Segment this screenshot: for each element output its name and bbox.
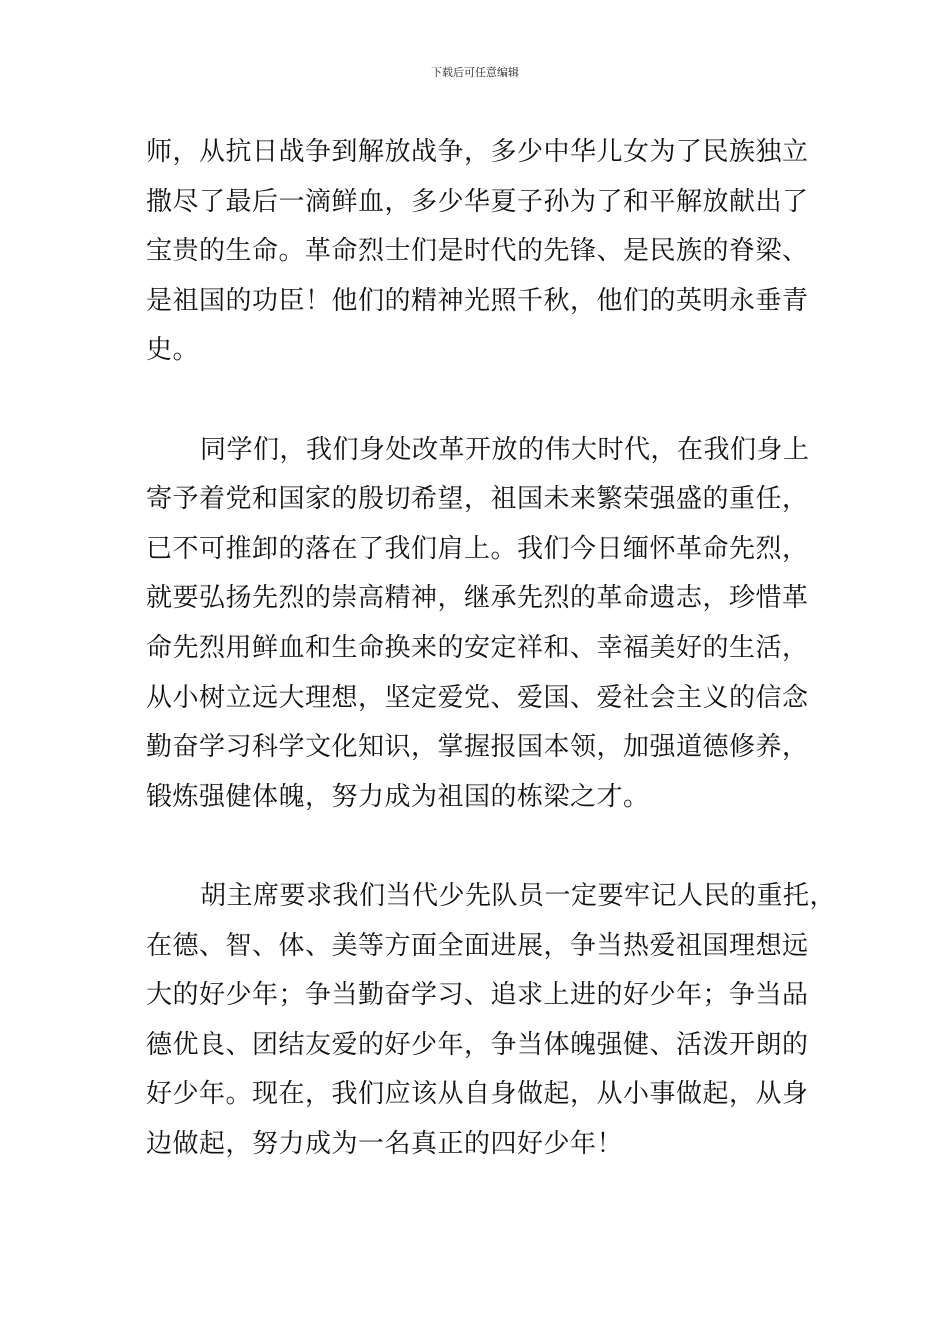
text-line: 是祖国的功臣！他们的精神光照千秋，他们的英明永垂青 [146, 285, 809, 316]
paragraph-gap [146, 822, 836, 872]
text-line: 命先烈用鲜血和生命换来的安定祥和、幸福美好的生活， [146, 632, 809, 663]
text-line: 史。 [146, 335, 200, 366]
text-line: 宝贵的生命。革命烈士们是时代的先锋、是民族的脊梁、 [146, 236, 809, 267]
page-header: 下载后可任意编辑 [431, 66, 519, 79]
text-line: 同学们，我们身处改革开放的伟大时代，在我们身上 [200, 434, 810, 465]
paragraph-2 [146, 426, 836, 823]
text-line: 从小树立远大理想，坚定爱党、爱国、爱社会主义的信念 [146, 682, 809, 713]
text-line: 撒尽了最后一滴鲜血，多少华夏子孙为了和平解放献出了 [146, 186, 809, 217]
text-line: 德优良、团结友爱的好少年，争当体魄强健、活泼开朗的 [146, 1029, 809, 1060]
text-line: 已不可推卸的落在了我们肩上。我们今日缅怀革命先烈， [146, 533, 809, 564]
paragraph-3 [146, 872, 836, 1170]
text-line: 就要弘扬先烈的崇高精神，继承先烈的革命遗志，珍惜革 [146, 583, 809, 614]
document-body [146, 128, 836, 1169]
text-line: 边做起，努力成为一名真正的四好少年！ [146, 1128, 624, 1159]
paragraph-gap [146, 376, 836, 426]
text-line: 师，从抗日战争到解放战争，多少中华儿女为了民族独立 [146, 137, 809, 167]
text-line: 寄予着党和国家的殷切希望，祖国未来繁荣强盛的重任， [146, 484, 809, 515]
text-line: 好少年。现在，我们应该从自身做起，从小事做起，从身 [146, 1079, 809, 1110]
text-line: 勤奋学习科学文化知识，掌握报国本领，加强道德修养， [146, 732, 809, 763]
text-line: 胡主席要求我们当代少先队员一定要牢记人民的重托， [200, 880, 837, 911]
text-line: 大的好少年；争当勤奋学习、追求上进的好少年；争当品 [146, 980, 809, 1011]
text-line: 锻炼强健体魄，努力成为祖国的栋梁之才。 [146, 781, 650, 812]
text-line: 在德、智、体、美等方面全面进展，争当热爱祖国理想远 [146, 930, 809, 961]
paragraph-1 [146, 128, 836, 376]
